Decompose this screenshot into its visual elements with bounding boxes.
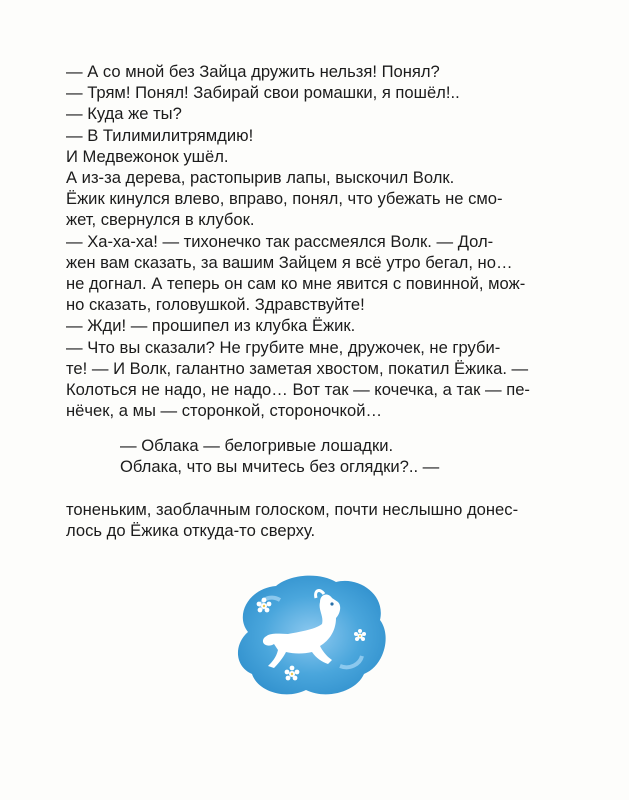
- text-line: но сказать, головушкой. Здравствуйте!: [66, 295, 365, 315]
- verse-block: [120, 435, 439, 477]
- text-line: те! — И Волк, галантно заметая хвостом, покатил Ёжика. —: [66, 358, 529, 378]
- text-line: нёчек, а мы — сторонкой, стороночкой…: [66, 401, 383, 421]
- text-line: — Что вы сказали? Не грубите мне, дружочек, не груби-: [66, 337, 501, 357]
- text-line: тоненьким, заоблачным голоском, почти неслышно донес-: [66, 500, 519, 519]
- text-line: — Трям! Понял! Забирай свои ромашки, я пошёл!..: [66, 83, 460, 103]
- text-line: жет, свернулся в клубок.: [66, 210, 255, 230]
- prose-block: [66, 61, 566, 421]
- text-line: жен вам сказать, за вашим Зайцем я всё утро бегал, но…: [66, 252, 513, 272]
- text-line: Ёжик кинулся влево, вправо, понял, что убежать не смо-: [66, 189, 503, 209]
- text-line: — Жди! — прошипел из клубка Ёжик.: [66, 316, 356, 336]
- text-line: — Куда же ты?: [66, 104, 182, 124]
- text-line: — А со мной без Зайца дружить нельзя! Понял?: [66, 62, 440, 81]
- text-line: Колоться не надо, не надо… Вот так — кочечка, а так — пе-: [66, 380, 530, 400]
- verse-line: Облака, что вы мчитесь без оглядки?.. —: [120, 457, 440, 477]
- text-line: — В Тилимилитрямдию!: [66, 125, 254, 145]
- text-line: не догнал. А теперь он сам ко мне явится с повинной, мож-: [66, 274, 526, 294]
- cloud-horse-icon: [228, 570, 392, 700]
- text-line: А из-за дерева, растопырив лапы, выскочил Волк.: [66, 168, 455, 188]
- text-line: — Ха-ха-ха! — тихонечко так рассмеялся Волк. — Дол-: [66, 231, 494, 251]
- verse-line: — Облака — белогривые лошадки.: [120, 436, 394, 455]
- closing-text: [66, 499, 518, 541]
- text-line: лось до Ёжика откуда-то сверху.: [66, 521, 316, 541]
- text-line: И Медвежонок ушёл.: [66, 146, 229, 166]
